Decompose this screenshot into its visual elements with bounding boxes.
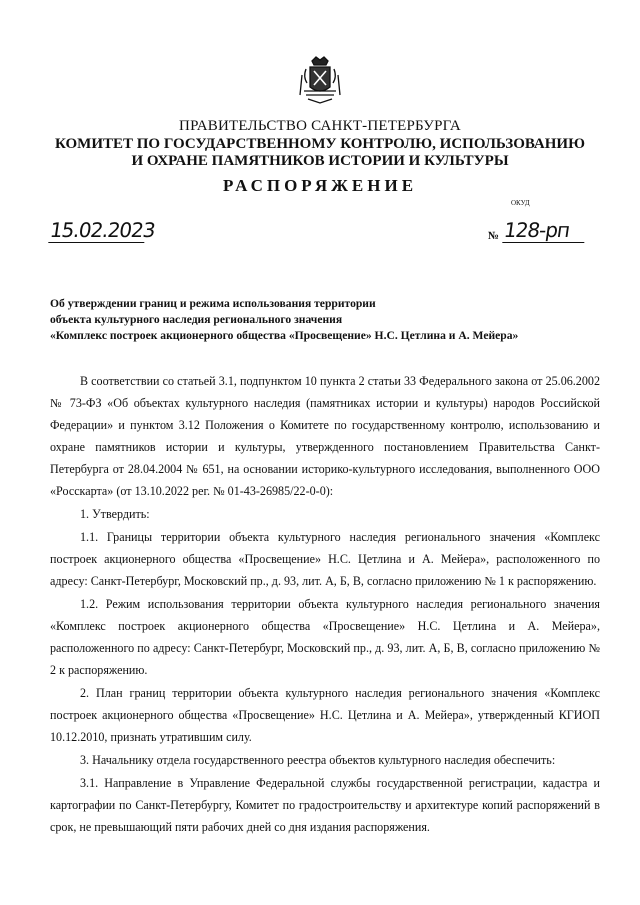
government-name: ПРАВИТЕЛЬСТВО САНКТ-ПЕТЕРБУРГА (179, 118, 461, 134)
paragraph-3: 3. Начальнику отдела государственного реестра объектов культурного наследия обеспечить: (80, 753, 556, 767)
paragraph-2: 2. План границ территории объекта культурного наследия регионального значения «Комплекс построек акционерного общества «Просвещение» Н.С. Цетлина и А. Мейера», утвержденный КГИОП 10.12.2010, признать утратившим силу. (50, 686, 600, 744)
committee-name (0, 136, 640, 170)
committee-line-2: И ОХРАНЕ ПАМЯТНИКОВ ИСТОРИИ И КУЛЬТУРЫ (131, 153, 509, 169)
paragraph-3-1: 3.1. Направление в Управление Федеральной службы государственной регистрации, кадастра и картографии по Санкт-Петербургу, Комитет по градостроительству и архитектуре копий распоряжений в срок, не превышающий пяти рабочих дней со дня издания распоряжения. (50, 776, 600, 834)
document-number: 128-рп (502, 218, 588, 243)
document-type: РАСПОРЯЖЕНИЕ (222, 176, 418, 195)
paragraph-1-2: 1.2. Режим использования территории объекта культурного наследия регионального значения «Комплекс построек акционерного общества «Просвещение» Н.С. Цетлина и А. Мейера», расположенного по адресу: Санкт-Петербург, Московский пр., д. 93, лит. А, Б, В, согласно приложению № 2 к распоряжению. (50, 597, 600, 677)
committee-line-1: КОМИТЕТ ПО ГОСУДАРСТВЕННОМУ КОНТРОЛЮ, ИСПОЛЬЗОВАНИЮ (55, 136, 585, 152)
paragraph-preamble: В соответствии со статьей 3.1, подпунктом 10 пункта 2 статьи 33 Федерального закона от 25.06.2002 № 73-ФЗ «Об объектах культурного наследия (памятниках истории и культуры) народов Российской Федерации» и пунктом 3.12 Положения о Комитете по государственному контролю, использованию и охране памятников истории и культуры, утвержденного постановлением Правительства Санкт-Петербурга от 28.04.2004 № 651, на основании историко-культурного исследования, выполненного ООО «Росскарта» (от 13.10.2022 рег. № 01-43-26985/22-0-0): (50, 374, 600, 498)
paragraph-1-1: 1.1. Границы территории объекта культурного наследия регионального значения «Комплекс построек акционерного общества «Просвещение» Н.С. Цетлина и А. Мейера», расположенного по адресу: Санкт-Петербург, Московский пр., д. 93, лит. А, Б, В, согласно приложению № 1 к распоряжению. (50, 530, 600, 588)
okud-label: ОКУД (511, 199, 530, 207)
title-line-2: объекта культурного наследия регионального значения (50, 313, 343, 326)
coat-of-arms-icon (298, 55, 342, 107)
document-body (50, 370, 600, 839)
document-title (50, 296, 610, 344)
title-line-3: «Комплекс построек акционерного общества «Просвещение» Н.С. Цетлина и А. Мейера» (50, 329, 519, 342)
number-label: № (488, 230, 500, 242)
document-date: 15.02.2023 (48, 218, 157, 242)
paragraph-1: 1. Утвердить: (80, 507, 150, 521)
title-line-1: Об утверждении границ и режима использования территории (50, 297, 376, 310)
